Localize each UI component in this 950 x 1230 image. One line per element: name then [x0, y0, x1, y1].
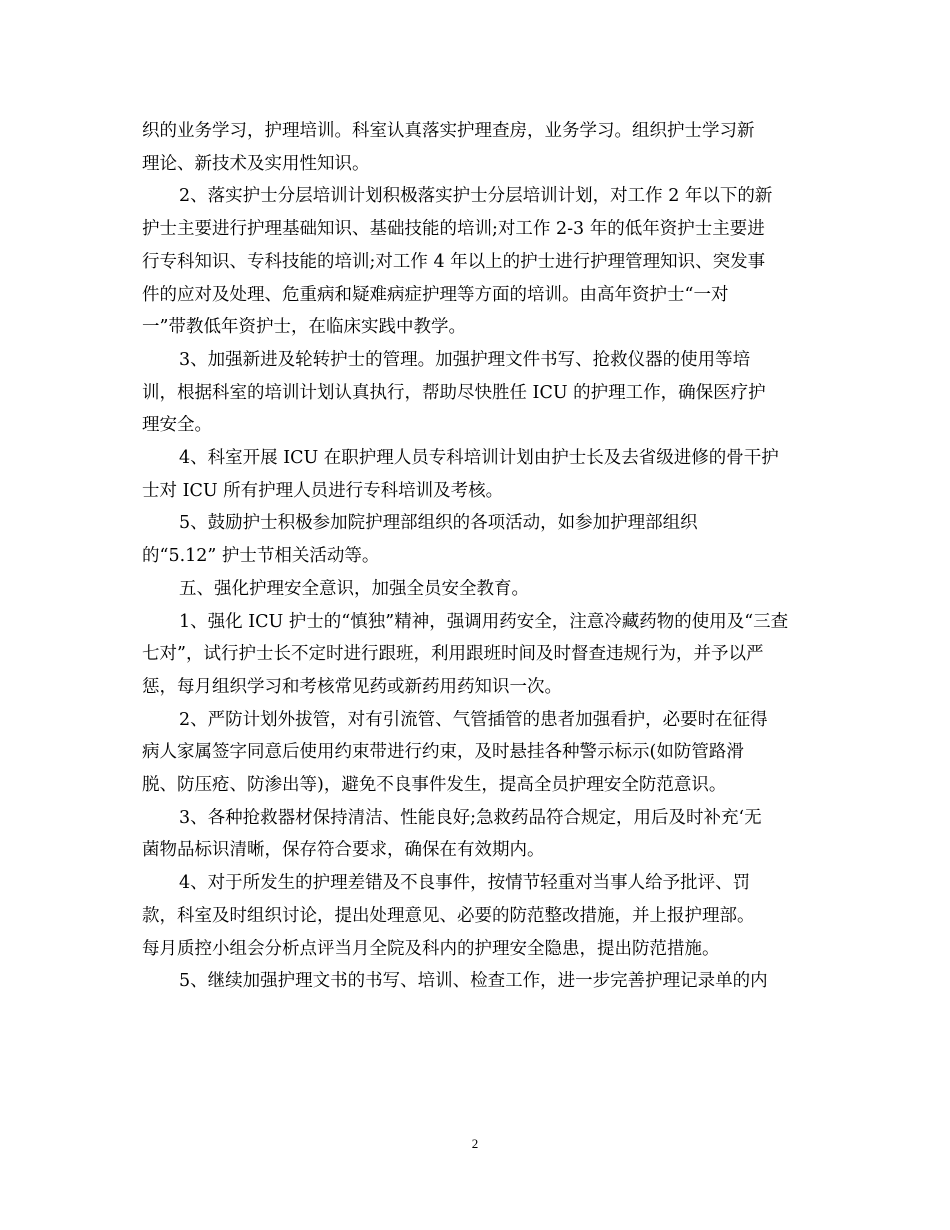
text-line: 5、继续加强护理文书的书写、培训、检查工作，进一步完善护理记录单的内	[179, 971, 768, 992]
document-body	[142, 115, 810, 998]
text-line: 2、落实护士分层培训计划积极落实护士分层培训计划，对工作 2 年以下的新	[179, 186, 773, 207]
text-line: 菌物品标识清晰，保存符合要求，确保在有效期内。	[142, 840, 545, 861]
text-line: 3、各种抢救器材保持清洁、性能良好;急救药品符合规定，用后及时补充‘无	[179, 807, 762, 828]
text-line: 士对 ICU 所有护理人员进行专科培训及考核。	[142, 480, 504, 501]
text-line: 4、对于所发生的护理差错及不良事件，按情节轻重对当事人给予批评、罚	[179, 873, 751, 894]
text-line: 脱、防压疮、防渗出等)，避免不良事件发生，提高全员护理安全防范意识。	[142, 775, 727, 796]
text-line: 理安全。	[142, 415, 212, 436]
section-heading: 五、强化护理安全意识，加强全员安全教育。	[179, 578, 529, 599]
text-line: 2、严防计划外拔管，对有引流管、气管插管的患者加强看护，必要时在征得	[179, 709, 768, 730]
text-line: 理论、新技术及实用性知识。	[142, 153, 370, 174]
text-line: 病人家属签字同意后使用约束带进行约束，及时悬挂各种警示标示(如防管路滑	[142, 742, 744, 763]
text-line: 一”带教低年资护士，在临床实践中教学。	[142, 317, 466, 338]
text-line: 训，根据科室的培训计划认真执行，帮助尽快胜任 ICU 的护理工作，确保医疗护	[142, 382, 766, 403]
text-line: 3、加强新进及轮转护士的管理。加强护理文件书写、抢救仪器的使用等培	[179, 349, 751, 370]
text-line: 的“5.12” 护士节相关活动等。	[142, 546, 380, 567]
text-line: 织的业务学习，护理培训。科室认真落实护理查房，业务学习。组织护士学习新	[142, 121, 755, 141]
text-line: 1、强化 ICU 护士的“慎独”精神，强调用药安全，注意冷藏药物的使用及“三查	[179, 611, 789, 632]
text-line: 款，科室及时组织讨论，提出处理意见、必要的防范整改措施，并上报护理部。	[142, 905, 755, 926]
page-number: 2	[471, 1136, 479, 1151]
text-line: 行专科知识、专科技能的培训;对工作 4 年以上的护士进行护理管理知识、突发事	[142, 251, 766, 272]
text-line: 4、科室开展 ICU 在职护理人员专科培训计划由护士长及去省级进修的骨干护	[179, 448, 779, 469]
text-line: 惩，每月组织学习和考核常见药或新药用药知识一次。	[142, 676, 562, 697]
text-line: 七对”，试行护士长不定时进行跟班，利用跟班时间及时督查违规行为，并予以严	[142, 644, 764, 665]
text-line: 每月质控小组会分析点评当月全院及科内的护理安全隐患，提出防范措施。	[142, 938, 720, 959]
text-line: 5、鼓励护士积极参加院护理部组织的各项活动，如参加护理部组织	[179, 513, 698, 534]
text-line: 护士主要进行护理基础知识、基础技能的培训;对工作 2-3 年的低年资护士主要进	[142, 219, 765, 240]
text-line: 件的应对及处理、危重病和疑难病症护理等方面的培训。由高年资护士“一对	[142, 284, 729, 305]
